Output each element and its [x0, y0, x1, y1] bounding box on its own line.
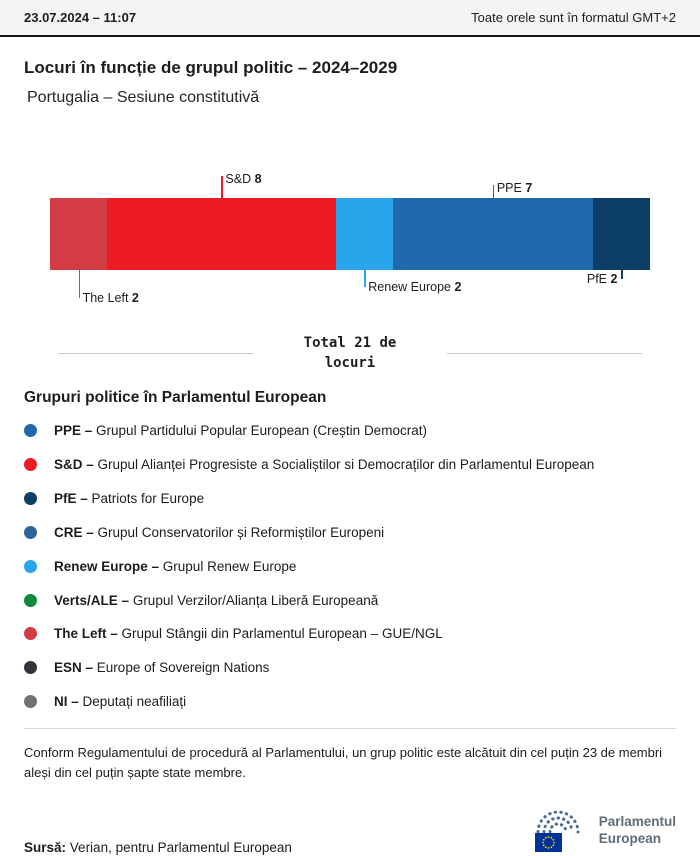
legend-text [54, 593, 378, 610]
group-color-dot [24, 458, 37, 471]
eu-flag-icon [535, 833, 562, 852]
timezone-note: Toate orele sunt în formatul GMT+2 [471, 10, 676, 25]
legend-item [24, 491, 676, 508]
group-color-dot [24, 695, 37, 708]
segment-label [83, 291, 139, 305]
legend-text [54, 694, 186, 711]
segment-label-name: PfE [586, 272, 611, 286]
ep-logo-wordmark [599, 814, 676, 848]
bar-segment [593, 198, 650, 270]
segment-label-value: 2 [454, 280, 462, 294]
seat-chart [50, 172, 650, 305]
group-description: Europe of Sovereign Nations [96, 660, 270, 676]
page-title: Locuri în funcție de grupul politic – 2024–2029 [24, 58, 398, 77]
segment-label [368, 280, 461, 294]
bar-segment [336, 198, 393, 270]
group-color-dot [24, 661, 37, 674]
ep-logo-line2: European [598, 831, 661, 847]
group-abbr: NI – [54, 694, 79, 710]
group-abbr: S&D – [54, 457, 94, 473]
group-color-dot [24, 560, 37, 573]
legend-item [24, 626, 676, 643]
top-bar [0, 0, 700, 37]
segment-label [497, 181, 532, 195]
group-description: Grupul Renew Europe [162, 558, 297, 574]
legend-item [24, 525, 676, 542]
group-description: Patriots for Europe [91, 490, 205, 506]
segment-tick [364, 270, 366, 287]
group-description: Grupul Alianței Progresiste a Socialiștilor si Democraților din Parlamentul European [97, 457, 595, 473]
segment-label-name: S&D [225, 172, 255, 186]
ep-logo-line1: Parlamentul [598, 814, 676, 830]
group-abbr: CRE – [54, 524, 94, 540]
total-divider-left [58, 353, 253, 354]
legend-item [24, 559, 676, 576]
title-block [0, 37, 700, 107]
group-abbr: Renew Europe – [54, 558, 160, 574]
page-subtitle: Portugalia – Sesiune constitutivă [27, 89, 260, 106]
source-line [24, 840, 292, 855]
bar-segment [50, 198, 107, 270]
datetime-label: 23.07.2024 – 11:07 [24, 10, 137, 25]
ep-hemicycle-logo-icon [527, 807, 589, 855]
legend-list [0, 407, 700, 711]
ep-logo [527, 807, 676, 855]
total-divider-right [447, 353, 642, 354]
group-description: Grupul Conservatorilor și Reformiștilor Europeni [97, 524, 385, 540]
segment-label-value: 7 [525, 181, 533, 195]
source-label: Sursă: [24, 840, 67, 856]
legend-item [24, 660, 676, 677]
legend-text [54, 491, 204, 508]
footnote-text: Conform Regulamentului de procedură al Parlamentului, un grup politic este alcătuit din cel puțin 23 de membri aleși din cel puțin șapte state membre. [24, 745, 663, 781]
group-description: Grupul Partidului Popular European (Creștin Democrat) [96, 423, 427, 439]
group-abbr: The Left – [54, 626, 118, 642]
bar-segment [107, 198, 336, 270]
group-description: Grupul Verzilor/Alianța Liberă Europeană [132, 592, 379, 608]
group-color-dot [24, 627, 37, 640]
segment-tick [493, 185, 495, 198]
total-seats-label: Total 21 de locuri [303, 335, 397, 371]
group-abbr: ESN – [54, 660, 94, 676]
segment-label [587, 272, 618, 286]
seat-bar [50, 198, 650, 270]
total-row [58, 334, 642, 373]
legend-text [54, 423, 427, 440]
group-abbr: PfE – [54, 490, 88, 506]
legend-text [54, 626, 443, 643]
group-color-dot [24, 526, 37, 539]
group-color-dot [24, 594, 37, 607]
legend-text [54, 559, 296, 576]
group-abbr: Verts/ALE – [54, 592, 130, 608]
legend-item [24, 694, 676, 711]
segment-label-name: PPE [496, 181, 526, 195]
group-abbr: PPE – [54, 423, 93, 439]
legend-item [24, 457, 676, 474]
footer [0, 783, 700, 855]
legend-text [54, 660, 269, 677]
group-description: Grupul Stângii din Parlamentul European – GUE/NGL [121, 626, 443, 642]
group-description: Deputați neafiliați [82, 694, 187, 710]
segment-label-value: 8 [254, 172, 262, 186]
segment-tick [221, 176, 223, 198]
segment-label-name: The Left [82, 291, 132, 305]
segment-tick [79, 270, 81, 298]
footnote-section [24, 728, 676, 783]
bar-segment [393, 198, 593, 270]
segment-tick [621, 270, 623, 279]
legend-text [54, 525, 384, 542]
legend-text [54, 457, 594, 474]
source-text: Verian, pentru Parlamentul European [69, 840, 292, 856]
group-color-dot [24, 492, 37, 505]
group-color-dot [24, 424, 37, 437]
legend-heading: Grupuri politice în Parlamentul European [24, 389, 327, 407]
legend-item [24, 423, 676, 440]
segment-label-name: Renew Europe [368, 280, 455, 294]
segment-label-value: 2 [610, 272, 618, 286]
segment-label-value: 2 [131, 291, 139, 305]
segment-label [225, 172, 261, 186]
legend-item [24, 593, 676, 610]
